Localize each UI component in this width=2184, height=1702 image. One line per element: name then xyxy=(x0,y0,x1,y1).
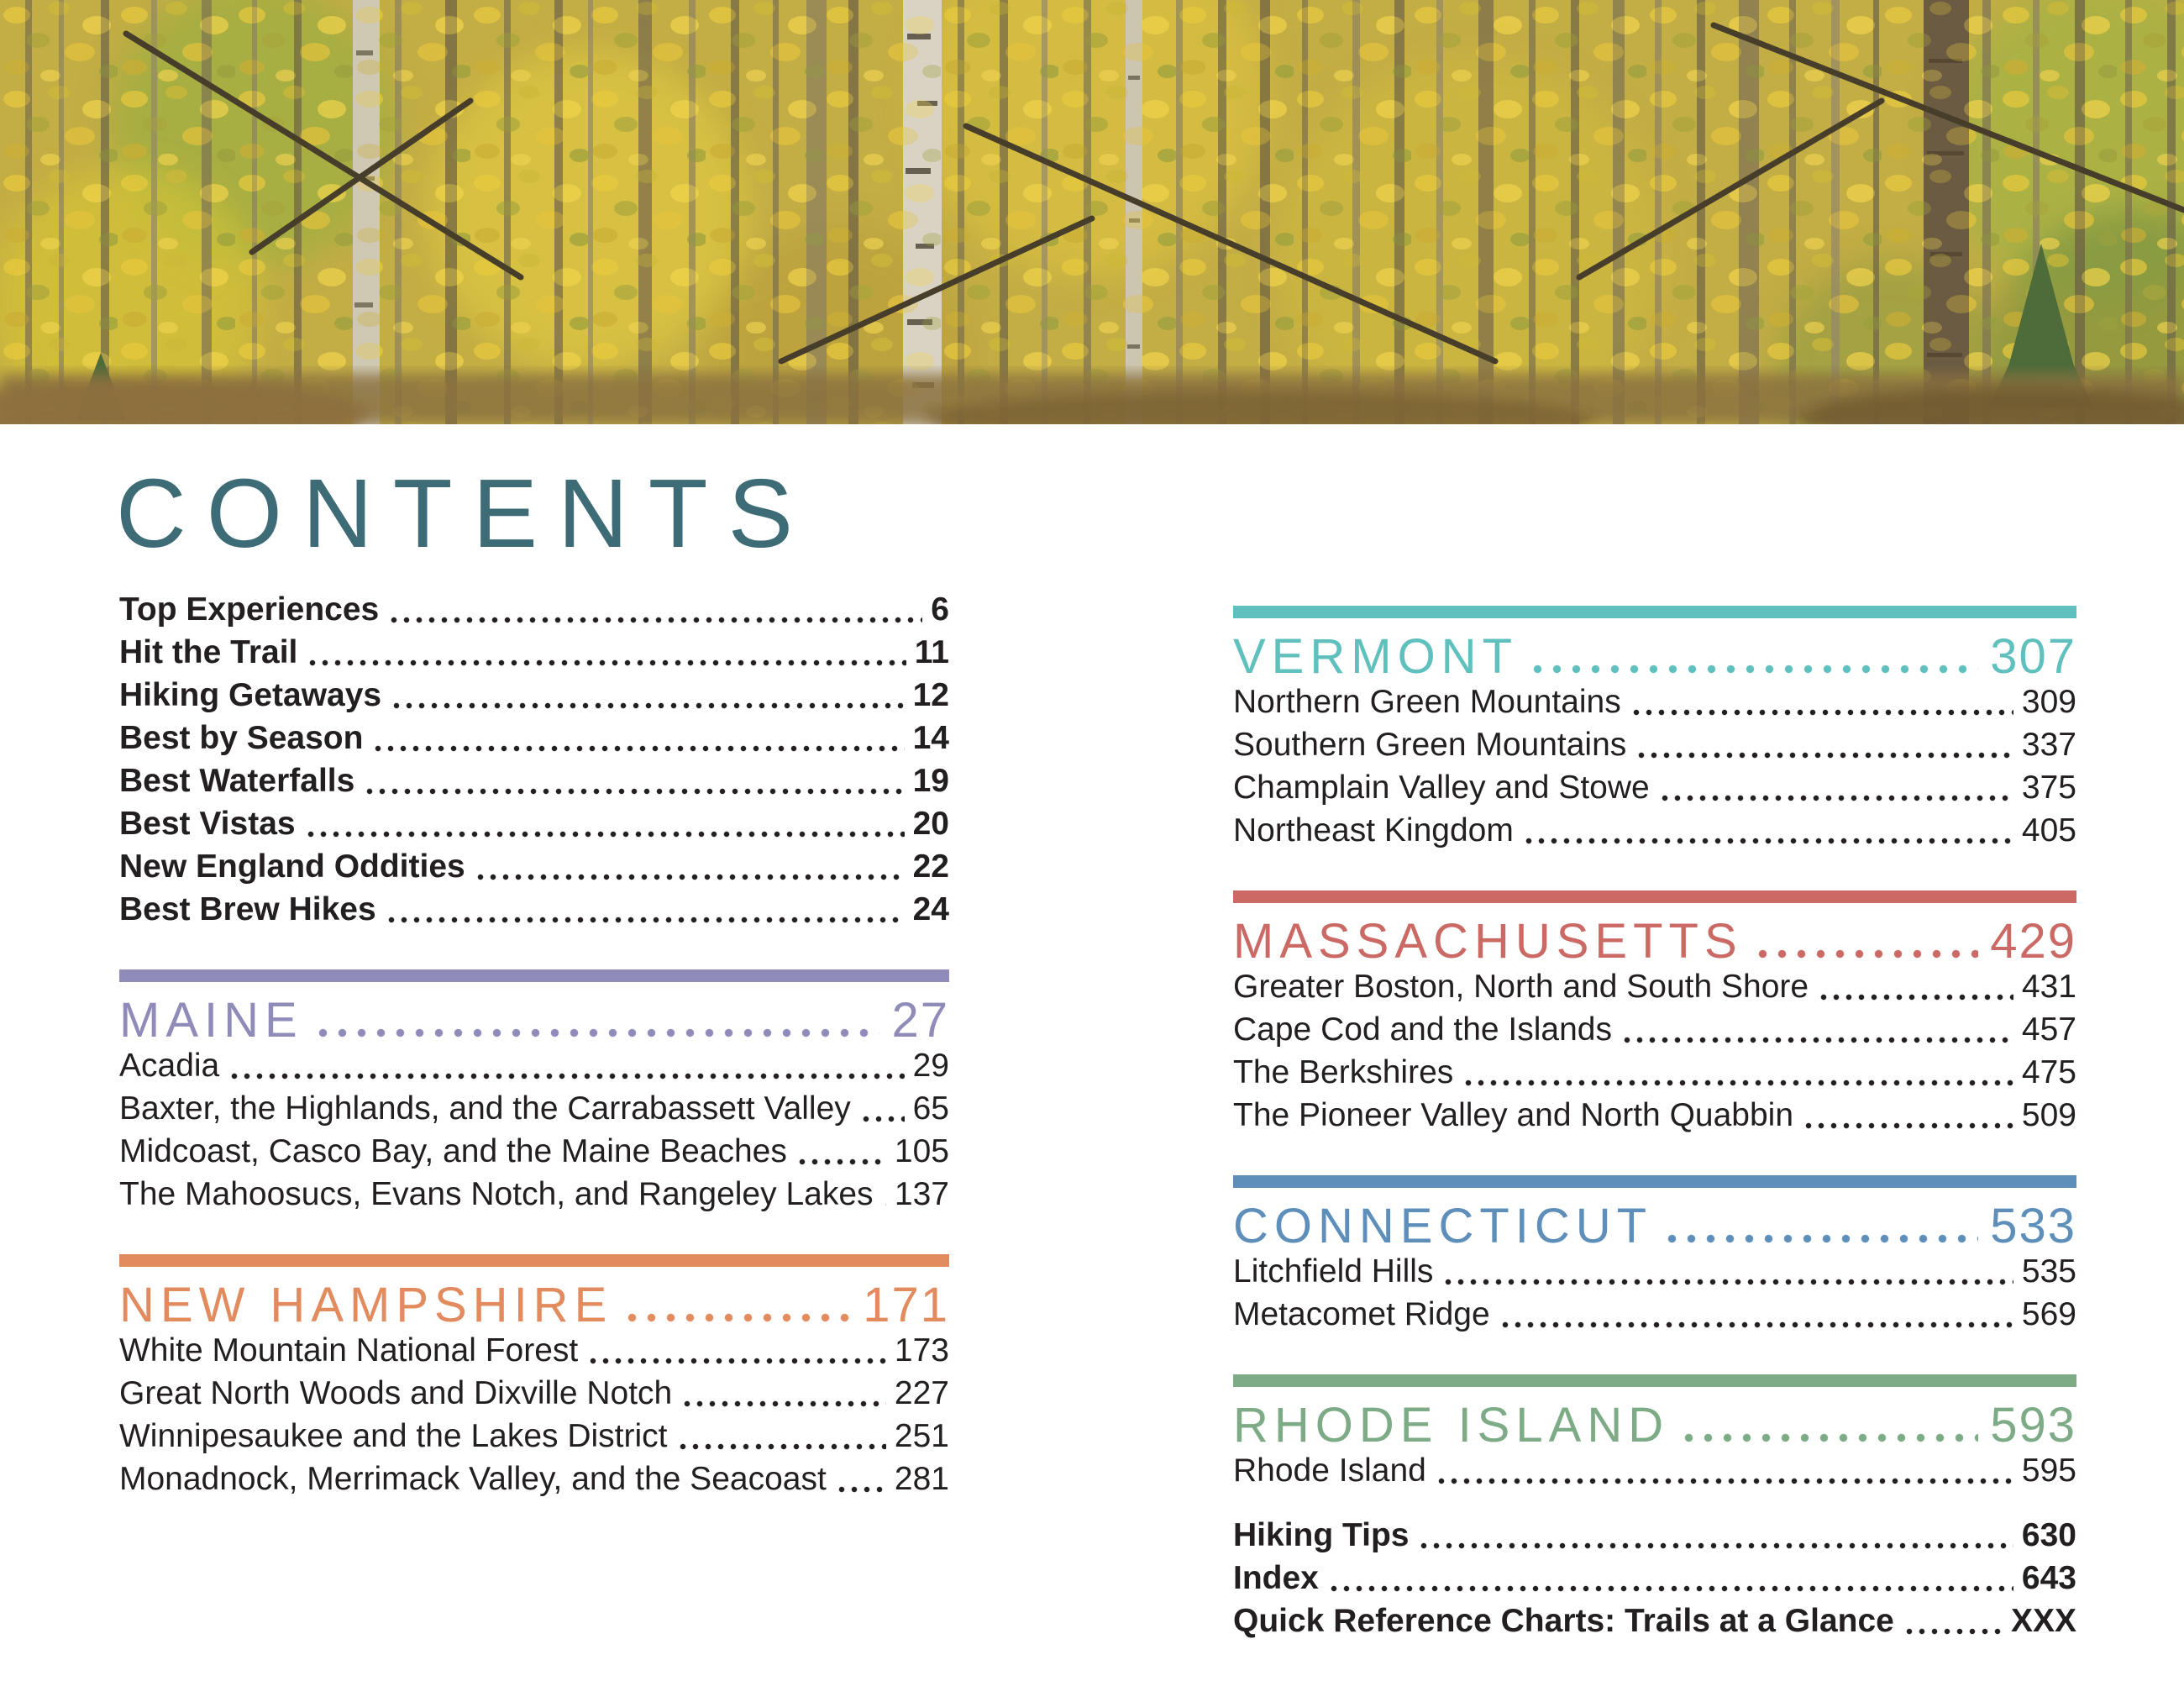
section-title: CONNECTICUT xyxy=(1233,1199,1653,1253)
toc-column-right xyxy=(1233,606,2076,1642)
toc-label: Southern Green Mountains xyxy=(1233,727,1627,763)
dot-leader xyxy=(680,1443,886,1450)
section-entries xyxy=(1233,1449,2076,1492)
toc-page-number: 509 xyxy=(2021,1097,2076,1133)
toc-label: White Mountain National Forest xyxy=(119,1332,579,1368)
toc-label: Rhode Island xyxy=(1233,1452,1426,1489)
toc-page-number: 281 xyxy=(894,1461,949,1497)
section-color-bar xyxy=(1233,1175,2076,1188)
toc-page-number: 14 xyxy=(912,720,949,756)
toc-page-number: 12 xyxy=(912,677,949,713)
dot-leader xyxy=(863,1116,905,1122)
section-rhode-island xyxy=(1233,1374,2076,1492)
toc-row xyxy=(1233,1094,2076,1137)
toc-label: Metacomet Ridge xyxy=(1233,1296,1490,1332)
toc-page-number: 535 xyxy=(2021,1253,2076,1290)
section-color-bar xyxy=(1233,890,2076,903)
toc-page-number: 173 xyxy=(894,1332,949,1368)
section-page-number: 171 xyxy=(863,1278,949,1332)
toc-row xyxy=(119,717,949,759)
section-title: NEW HAMPSHIRE xyxy=(119,1278,613,1332)
section-page-number: 593 xyxy=(1990,1398,2076,1452)
toc-page-number: 105 xyxy=(894,1133,949,1169)
toc-page-number: 595 xyxy=(2021,1452,2076,1489)
toc-label: Hit the Trail xyxy=(119,634,298,670)
toc-label: Cape Cod and the Islands xyxy=(1233,1011,1612,1048)
section-heading-row xyxy=(1233,1398,2076,1452)
toc-page-number: 431 xyxy=(2021,969,2076,1005)
toc-row xyxy=(119,674,949,717)
section-page-number: 429 xyxy=(1990,914,2076,969)
toc-page-number: 22 xyxy=(912,848,949,885)
toc-page-number: 569 xyxy=(2021,1296,2076,1332)
toc-page-number: 375 xyxy=(2021,770,2076,806)
toc-page-number: 475 xyxy=(2021,1054,2076,1090)
dot-leader xyxy=(1820,994,2013,1001)
forest-photo-svg xyxy=(0,0,2184,424)
toc-label: Litchfield Hills xyxy=(1233,1253,1434,1290)
section-heading-row xyxy=(1233,914,2076,969)
dot-leader xyxy=(388,917,905,923)
toc-label: Great North Woods and Dixville Notch xyxy=(119,1375,673,1411)
section-maine xyxy=(119,969,949,1216)
dot-leader xyxy=(1758,949,1979,959)
section-massachusetts xyxy=(1233,890,2076,1137)
dot-leader xyxy=(375,745,904,752)
toc-label: Monadnock, Merrimack Valley, and the Seacoast xyxy=(119,1461,827,1497)
toc-row xyxy=(119,845,949,888)
toc-page-number: 6 xyxy=(931,591,949,628)
toc-row xyxy=(1233,766,2076,809)
toc-label: New England Oddities xyxy=(119,848,465,885)
section-heading-row xyxy=(1233,1199,2076,1253)
section-title: RHODE ISLAND xyxy=(1233,1398,1670,1452)
section-page-number: 533 xyxy=(1990,1199,2076,1253)
toc-page-number: 11 xyxy=(914,634,949,670)
dot-leader xyxy=(1420,1542,2013,1549)
dot-leader xyxy=(1805,1122,2013,1129)
dot-leader xyxy=(1438,1478,2013,1484)
toc-column-left xyxy=(119,588,949,1500)
dot-leader xyxy=(391,617,922,623)
section-vermont xyxy=(1233,606,2076,852)
toc-label: Top Experiences xyxy=(119,591,380,628)
toc-label: Best Waterfalls xyxy=(119,763,355,799)
toc-label: Quick Reference Charts: Trails at a Glance xyxy=(1233,1603,1894,1639)
dot-leader xyxy=(1445,1279,2013,1285)
toc-row xyxy=(119,1415,949,1458)
toc-label: The Pioneer Valley and North Quabbin xyxy=(1233,1097,1794,1133)
dot-leader xyxy=(1533,665,1978,674)
dot-leader xyxy=(1684,1433,1978,1442)
section-title: MAINE xyxy=(119,993,303,1048)
toc-row xyxy=(1233,1293,2076,1336)
toc-row xyxy=(119,1087,949,1130)
dot-leader xyxy=(838,1486,886,1493)
toc-page-number: 457 xyxy=(2021,1011,2076,1048)
toc-row xyxy=(1233,809,2076,852)
toc-label: Greater Boston, North and South Shore xyxy=(1233,969,1809,1005)
dot-leader xyxy=(1662,795,2013,801)
toc-page-number: 405 xyxy=(2021,812,2076,848)
section-heading-row xyxy=(119,993,949,1048)
toc-row xyxy=(1233,1514,2076,1557)
toc-row xyxy=(1233,1250,2076,1293)
toc-page-number: XXX xyxy=(2010,1603,2076,1639)
toc-row xyxy=(1233,1600,2076,1642)
toc-page-number: 19 xyxy=(912,763,949,799)
dot-leader xyxy=(1667,1234,1978,1243)
toc-row xyxy=(119,888,949,931)
back-matter xyxy=(1233,1514,2076,1642)
dot-leader xyxy=(307,831,905,838)
toc-label: Hiking Tips xyxy=(1233,1517,1410,1553)
dot-leader xyxy=(393,702,904,709)
dot-leader xyxy=(1633,709,2013,716)
toc-page-number: 251 xyxy=(894,1418,949,1454)
toc-row xyxy=(119,802,949,845)
dot-leader xyxy=(1502,1321,2013,1328)
toc-row xyxy=(1233,723,2076,766)
section-connecticut xyxy=(1233,1175,2076,1336)
toc-page-number: 20 xyxy=(912,806,949,842)
dot-leader xyxy=(1624,1037,2013,1043)
toc-label: Best Vistas xyxy=(119,806,296,842)
toc-row xyxy=(1233,680,2076,723)
toc-label: The Mahoosucs, Evans Notch, and Rangeley Lakes xyxy=(119,1176,874,1212)
section-page-number: 27 xyxy=(891,993,949,1048)
section-heading-row xyxy=(119,1278,949,1332)
toc-row xyxy=(119,759,949,802)
dot-leader xyxy=(477,874,905,880)
section-entries xyxy=(119,1329,949,1500)
forest-floor xyxy=(0,374,2184,424)
dot-leader xyxy=(1638,752,2013,759)
toc-page-number: 227 xyxy=(894,1375,949,1411)
section-color-bar xyxy=(1233,606,2076,618)
dot-leader xyxy=(231,1073,904,1080)
dot-leader xyxy=(1906,1628,2003,1635)
dot-leader xyxy=(318,1028,880,1037)
dot-leader xyxy=(590,1358,886,1364)
toc-page-number: 24 xyxy=(912,891,949,927)
toc-page-number: 65 xyxy=(912,1090,949,1127)
toc-page-number: 643 xyxy=(2021,1560,2076,1596)
section-title: VERMONT xyxy=(1233,629,1518,684)
dot-leader xyxy=(1525,838,2013,844)
toc-row xyxy=(119,1458,949,1500)
toc-label: Acadia xyxy=(119,1048,220,1084)
section-entries xyxy=(1233,1250,2076,1336)
toc-page-number: 29 xyxy=(912,1048,949,1084)
toc-page-number: 337 xyxy=(2021,727,2076,763)
toc-row xyxy=(119,1130,949,1173)
toc-row xyxy=(1233,1008,2076,1051)
toc-page-number: 137 xyxy=(894,1176,949,1212)
section-new-hampshire xyxy=(119,1254,949,1500)
toc-row xyxy=(1233,1557,2076,1600)
toc-label: Champlain Valley and Stowe xyxy=(1233,770,1650,806)
toc-label: Winnipesaukee and the Lakes District xyxy=(119,1418,668,1454)
toc-label: Northern Green Mountains xyxy=(1233,684,1621,720)
dot-leader xyxy=(1465,1080,2013,1086)
toc-row xyxy=(119,1372,949,1415)
section-color-bar xyxy=(119,1254,949,1267)
toc-row xyxy=(119,1044,949,1087)
section-heading-row xyxy=(1233,629,2076,684)
dot-leader xyxy=(885,1201,886,1208)
toc-row xyxy=(119,588,949,631)
toc-row xyxy=(119,1173,949,1216)
section-title: MASSACHUSETTS xyxy=(1233,914,1743,969)
toc-page-number: 309 xyxy=(2021,684,2076,720)
section-entries xyxy=(1233,965,2076,1137)
toc-label: Baxter, the Highlands, and the Carrabassett Valley xyxy=(119,1090,851,1127)
page-title: CONTENTS xyxy=(116,459,813,568)
section-entries xyxy=(119,1044,949,1216)
toc-row xyxy=(1233,965,2076,1008)
dot-leader xyxy=(684,1400,886,1407)
dot-leader xyxy=(309,659,906,666)
section-color-bar xyxy=(119,969,949,982)
toc-page-number: 630 xyxy=(2021,1517,2076,1553)
toc-row xyxy=(1233,1449,2076,1492)
toc-row xyxy=(119,631,949,674)
section-page-number: 307 xyxy=(1990,629,2076,684)
toc-label: The Berkshires xyxy=(1233,1054,1454,1090)
toc-label: Midcoast, Casco Bay, and the Maine Beaches xyxy=(119,1133,787,1169)
toc-label: Hiking Getaways xyxy=(119,677,382,713)
toc-label: Northeast Kingdom xyxy=(1233,812,1514,848)
section-color-bar xyxy=(1233,1374,2076,1387)
header-photo xyxy=(0,0,2184,424)
toc-label: Best Brew Hikes xyxy=(119,891,376,927)
toc-row xyxy=(119,1329,949,1372)
dot-leader xyxy=(1331,1585,2013,1592)
toc-row xyxy=(1233,1051,2076,1094)
dot-leader xyxy=(627,1313,851,1322)
dot-leader xyxy=(799,1158,886,1165)
dot-leader xyxy=(366,788,904,795)
toc-label: Best by Season xyxy=(119,720,364,756)
toc-label: Index xyxy=(1233,1560,1319,1596)
section-entries xyxy=(1233,680,2076,852)
